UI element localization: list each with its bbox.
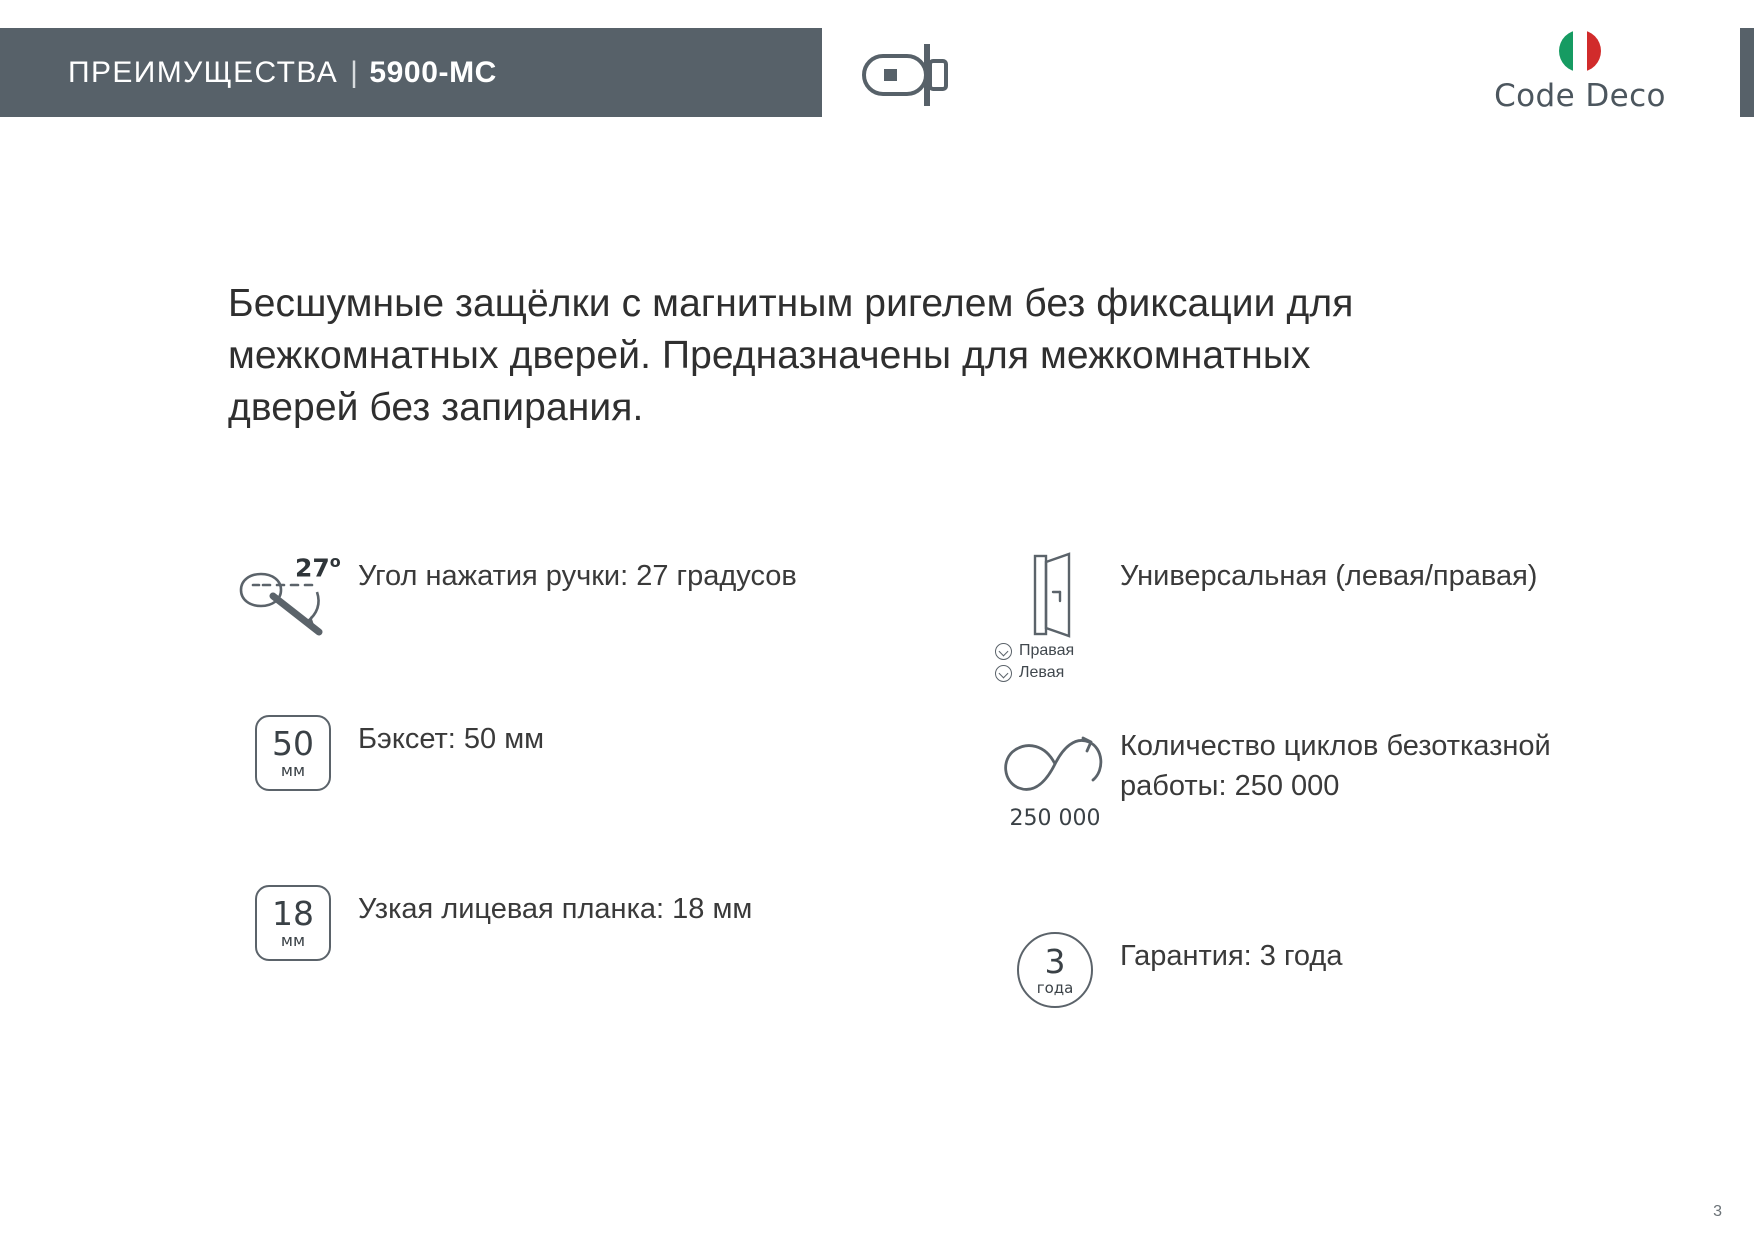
feature-warranty <box>990 932 1342 1008</box>
header-title-prefix: ПРЕИМУЩЕСТВА <box>68 55 339 89</box>
cycles-value: 250 000 <box>1009 806 1101 831</box>
infinity-cycles-icon <box>990 722 1120 834</box>
handle-angle-value: 27$^o$ <box>295 552 341 583</box>
lead-paragraph: Бесшумные защёлки с магнитным ригелем без фиксации для межкомнатных дверей. Предназначены для межкомнатных дверей без запирания. <box>228 282 1354 429</box>
feature-backset <box>228 715 544 791</box>
warranty-value: 3 <box>1044 941 1066 981</box>
feature-warranty-label: Гарантия: 3 года <box>1120 940 1343 972</box>
header-model: 5900-MC <box>369 55 497 89</box>
brand-logo <box>1480 30 1680 114</box>
handing-option-left-label: Левая <box>1019 664 1065 681</box>
door-handing-icon <box>990 552 1120 684</box>
feature-handle-angle <box>228 552 797 644</box>
warranty-unit: года <box>1036 978 1074 997</box>
page-number: 3 <box>1713 1203 1722 1220</box>
feature-cycles <box>990 722 1630 834</box>
feature-handing <box>990 552 1537 684</box>
backset-value: 50 <box>272 724 314 763</box>
feature-handle-angle-label: Угол нажатия ручки: 27 градусов <box>358 560 797 592</box>
header-right-strip <box>1740 28 1754 117</box>
latch-icon <box>862 42 958 108</box>
feature-backset-label: Бэксет: 50 мм <box>358 723 545 755</box>
header-bar <box>0 28 822 117</box>
feature-handing-label: Универсальная (левая/правая) <box>1120 560 1538 592</box>
italy-flag-icon <box>1559 30 1601 72</box>
handle-angle-icon <box>228 552 358 644</box>
chevron-down-icon <box>995 643 1012 660</box>
faceplate-value: 18 <box>272 894 314 933</box>
feature-faceplate-label: Узкая лицевая планка: 18 мм <box>358 893 753 925</box>
chevron-down-icon <box>995 665 1012 682</box>
header-title-separator: | <box>350 55 360 89</box>
page-title <box>0 56 497 90</box>
warranty-circle-icon <box>990 932 1120 1008</box>
faceplate-box-icon <box>228 885 358 961</box>
backset-unit: мм <box>280 761 306 780</box>
feature-faceplate <box>228 885 752 961</box>
handing-option-left[interactable] <box>995 664 1074 682</box>
faceplate-unit: мм <box>280 931 306 950</box>
feature-cycles-label: Количество циклов безотказной работы: 250 000 <box>1120 730 1551 803</box>
handing-option-right-label: Правая <box>1019 642 1075 659</box>
handing-option-right[interactable] <box>995 642 1074 660</box>
backset-box-icon <box>228 715 358 791</box>
brand-name: Code Deco <box>1494 78 1666 114</box>
